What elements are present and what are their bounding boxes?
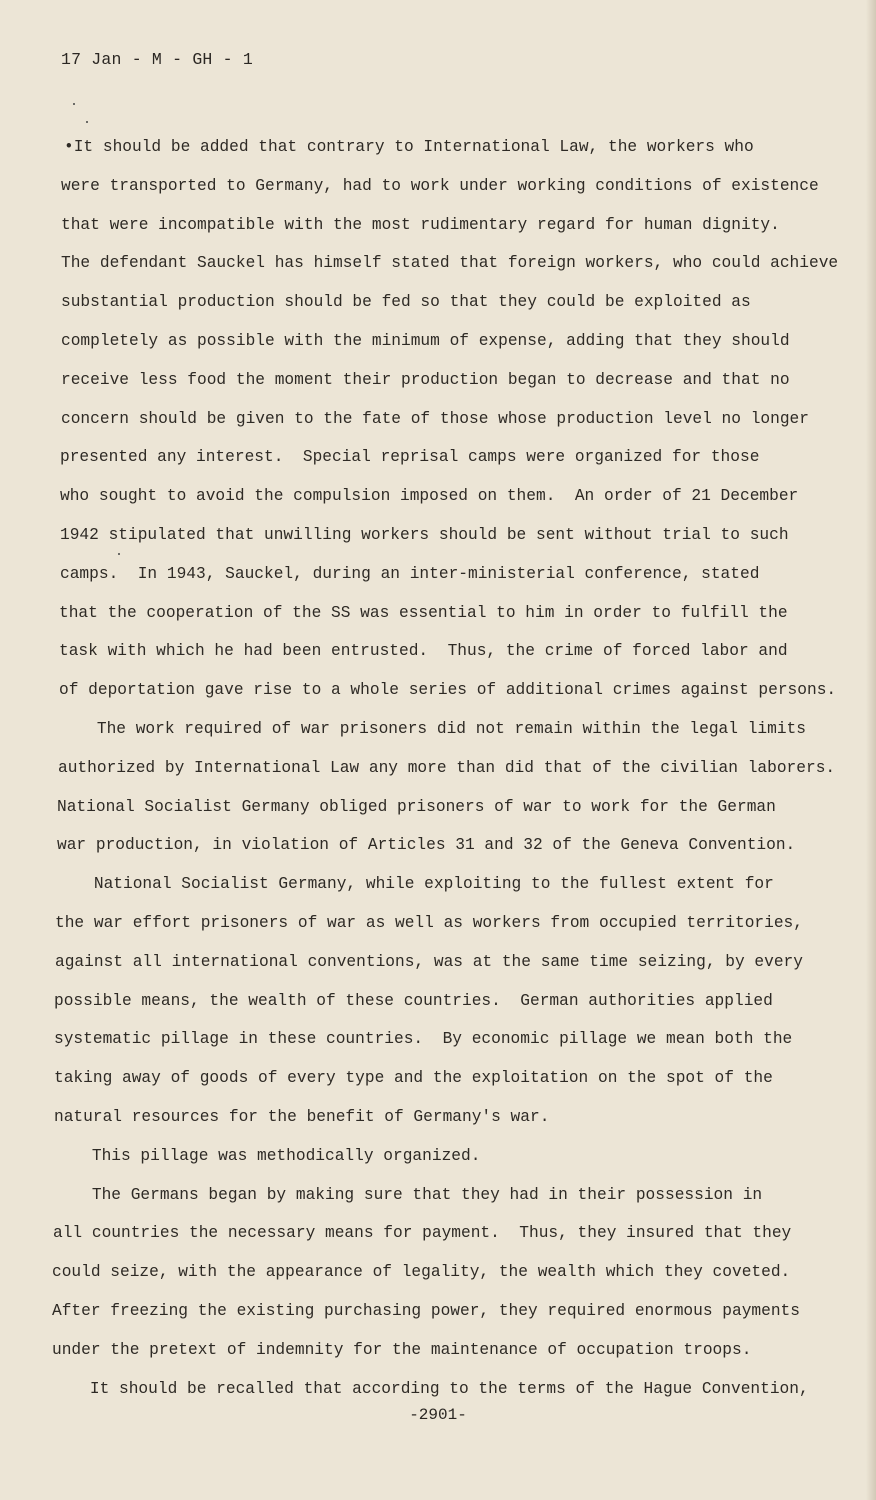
- text-line: It should be recalled that according to the terms of the Hague Convention,: [51, 1379, 809, 1398]
- paragraph-hague-convention: [40, 1370, 840, 1409]
- text-line: receive less food the moment their production began to decrease and that no: [61, 370, 790, 389]
- text-line: the war effort prisoners of war as well as workers from occupied territories,: [55, 913, 803, 932]
- text-line: could seize, with the appearance of legality, the wealth which they coveted.: [52, 1263, 791, 1282]
- text-line: under the pretext of indemnity for the maintenance of occupation troops.: [52, 1340, 752, 1359]
- text-line: camps. In 1943, Sauckel, during an inter-ministerial conference, stated: [60, 564, 760, 583]
- text-line: who sought to avoid the compulsion imposed on them. An order of 21 December: [60, 487, 799, 506]
- page-edge-shadow: [866, 0, 876, 1500]
- text-line: 1942 stipulated that unwilling workers should be sent without trial to such: [60, 525, 789, 544]
- text-line: concern should be given to the fate of those whose production level no longer: [61, 409, 809, 428]
- text-line: substantial production should be fed so that they could be exploited as: [61, 293, 751, 312]
- text-line: against all international conventions, was at the same time seizing, by every: [55, 952, 803, 971]
- text-line: taking away of goods of every type and the exploitation on the spot of the: [54, 1069, 773, 1088]
- paragraph-means-of-payment: [40, 1176, 840, 1370]
- text-line: The work required of war prisoners did not remain within the legal limits: [58, 719, 806, 738]
- text-line: systematic pillage in these countries. By economic pillage we mean both the: [54, 1030, 793, 1049]
- text-line: The Germans began by making sure that they had in their possession in: [53, 1185, 763, 1204]
- text-line: After freezing the existing purchasing power, they required enormous payments: [52, 1301, 800, 1320]
- paragraph-pillage-organized: [40, 1137, 840, 1176]
- text-line: war production, in violation of Articles 31 and 32 of the Geneva Convention.: [57, 836, 796, 855]
- page-number: -2901-: [409, 1406, 467, 1424]
- text-line: possible means, the wealth of these countries. German authorities applied: [54, 991, 773, 1010]
- text-line: authorized by International Law any more than did that of the civilian laborers.: [58, 758, 836, 777]
- page-header-reference: 17 Jan - M - GH - 1: [61, 50, 253, 69]
- text-line: •It should be added that contrary to International Law, the workers who: [64, 138, 754, 156]
- text-line: task with which he had been entrusted. Thus, the crime of forced labor and: [59, 642, 788, 661]
- text-line: were transported to Germany, had to work under working conditions of existence: [61, 176, 819, 195]
- text-line: natural resources for the benefit of Germany's war.: [54, 1107, 550, 1126]
- ink-speck: [86, 121, 88, 123]
- text-line: all countries the necessary means for payment. Thus, they insured that they: [53, 1224, 792, 1243]
- text-line: National Socialist Germany, while exploiting to the fullest extent for: [55, 875, 774, 894]
- ink-speck: [73, 103, 75, 105]
- text-line: The defendant Sauckel has himself stated that foreign workers, who could achieve: [61, 254, 839, 273]
- paragraph-prisoners-of-war: [40, 710, 840, 865]
- document-body: [40, 128, 840, 1408]
- text-line: National Socialist Germany obliged prisoners of war to work for the German: [57, 797, 776, 816]
- text-line: that were incompatible with the most rudimentary regard for human dignity.: [61, 215, 780, 234]
- text-line: This pillage was methodically organized.: [53, 1146, 481, 1165]
- text-line: presented any interest. Special reprisal camps were organized for those: [60, 448, 760, 467]
- paragraph-economic-pillage: [40, 865, 840, 1137]
- paragraph-forced-labor: [40, 128, 840, 710]
- text-line: of deportation gave rise to a whole series of additional crimes against persons.: [59, 681, 837, 700]
- text-line: that the cooperation of the SS was essential to him in order to fulfill the: [59, 603, 788, 622]
- text-line: completely as possible with the minimum of expense, adding that they should: [61, 331, 790, 350]
